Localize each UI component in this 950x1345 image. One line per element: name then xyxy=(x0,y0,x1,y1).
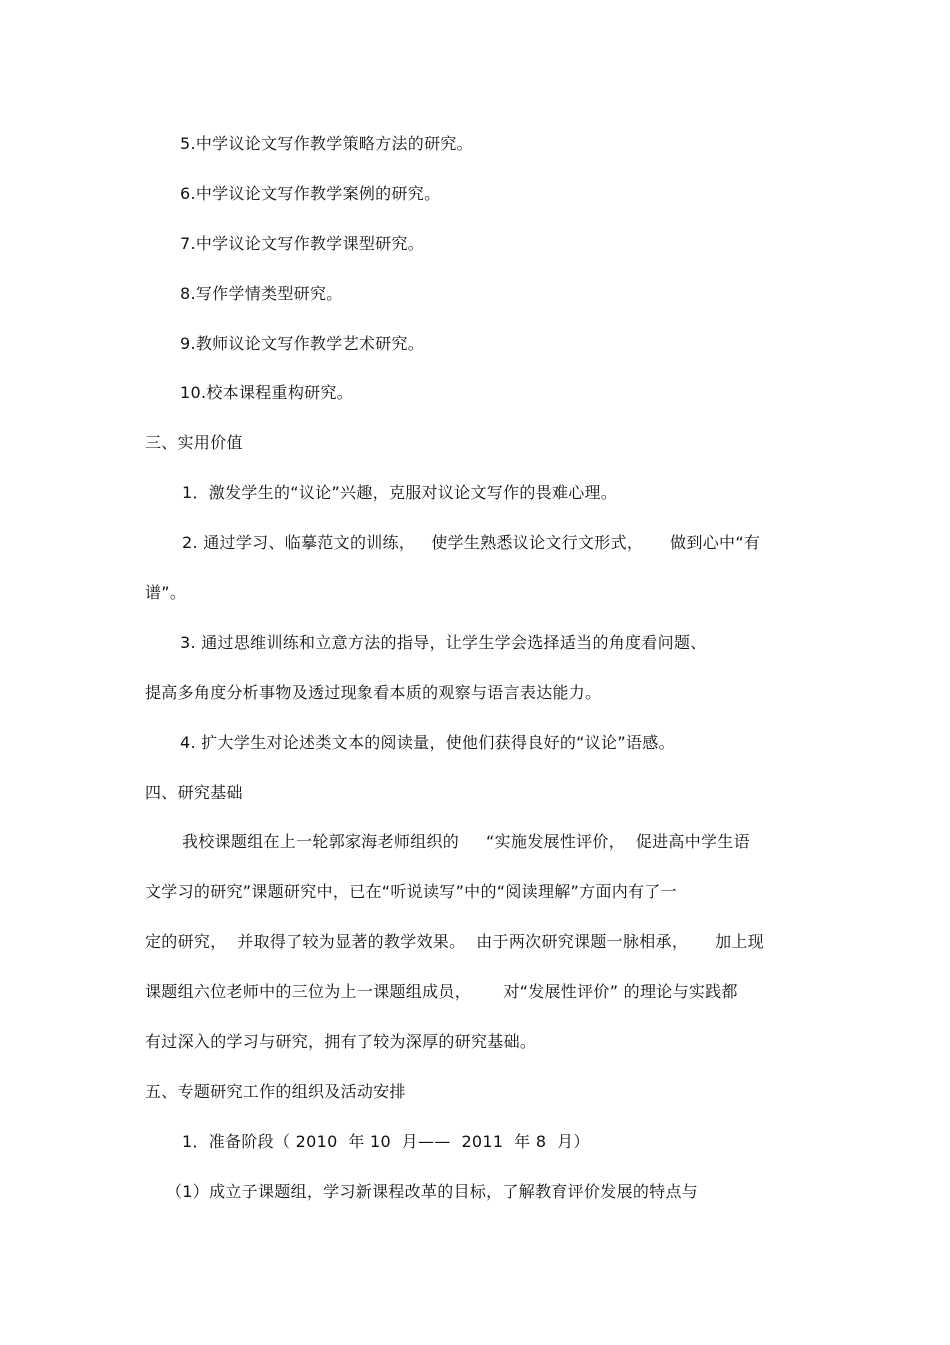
section3-item4: 4. 扩大学生对论述类文本的阅读量，使他们获得良好的“议论”语感。 xyxy=(180,733,675,752)
section5-stage1-item1: （1）成立子课题组，学习新课程改革的目标，了解教育评价发展的特点与 xyxy=(166,1182,699,1201)
section4-para-line2: 文学习的研究”课题研究中，已在“听说读写”中的“阅读理解”方面内有了一 xyxy=(145,882,677,901)
section3-item3-line2: 提高多角度分析事物及透过现象看本质的观察与语言表达能力。 xyxy=(145,683,602,702)
list-item-5: 5.中学议论文写作教学策略方法的研究。 xyxy=(180,134,473,153)
section5-stage1: 1．准备阶段（ 2010 年 10 月—— 2011 年 8 月） xyxy=(182,1132,590,1151)
section3-item2-line2: 谱”。 xyxy=(145,583,187,602)
section4-para-line1: 我校课题组在上一轮郭家海老师组织的 “实施发展性评价， 促进高中学生语 xyxy=(182,832,750,851)
section4-para-line4: 课题组六位老师中的三位为上一课题组成员， 对“发展性评价” 的理论与实践都 xyxy=(145,982,738,1001)
list-item-6: 6.中学议论文写作教学案例的研究。 xyxy=(180,184,441,203)
section4-para-line3: 定的研究， 并取得了较为显著的教学效果。 由于两次研究课题一脉相承， 加上现 xyxy=(145,932,764,951)
list-item-10: 10.校本课程重构研究。 xyxy=(180,383,354,402)
section3-item1: 1．激发学生的“议论”兴趣，克服对议论文写作的畏难心理。 xyxy=(182,483,618,502)
section4-para-line5: 有过深入的学习与研究，拥有了较为深厚的研究基础。 xyxy=(145,1032,537,1051)
section3-item2-line1: 2. 通过学习、临摹范文的训练， 使学生熟悉议论文行文形式， 做到心中“有 xyxy=(182,533,761,552)
section4-heading: 四、研究基础 xyxy=(145,783,243,802)
section3-item3-line1: 3. 通过思维训练和立意方法的指导，让学生学会选择适当的角度看问题、 xyxy=(180,633,707,652)
list-item-7: 7.中学议论文写作教学课型研究。 xyxy=(180,234,425,253)
section3-heading: 三、实用价值 xyxy=(145,433,243,452)
section5-heading: 五、专题研究工作的组织及活动安排 xyxy=(145,1082,406,1101)
list-item-9: 9.教师议论文写作教学艺术研究。 xyxy=(180,334,425,353)
list-item-8: 8.写作学情类型研究。 xyxy=(180,284,343,303)
